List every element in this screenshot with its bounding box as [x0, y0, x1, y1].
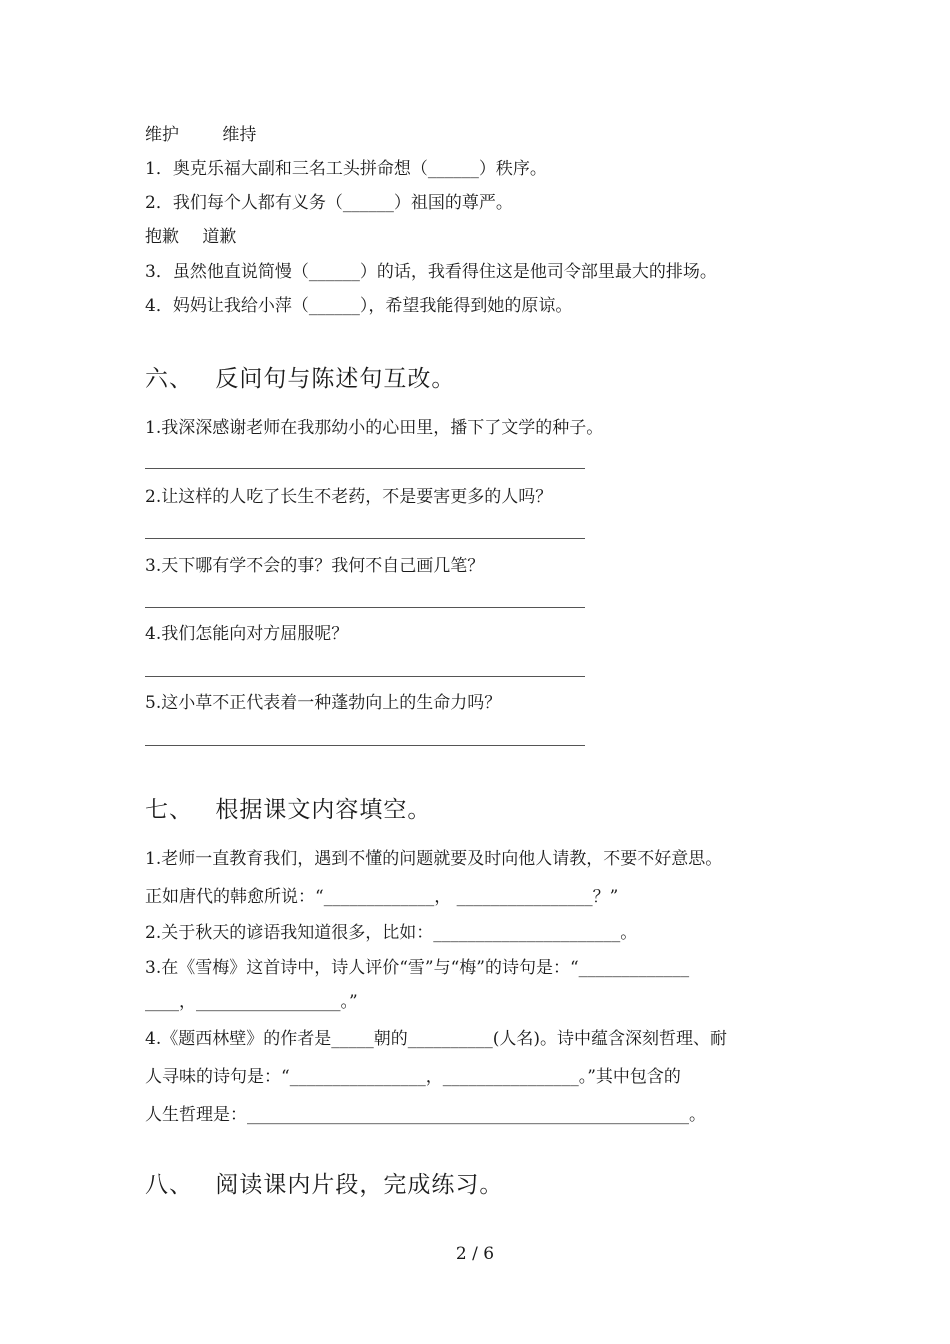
answer-line: [145, 745, 585, 746]
fill-line-4: 3.在《雪梅》这首诗中，诗人评价“雪”与“梅”的诗句是：“_____________: [145, 958, 690, 978]
section-number: 八、: [145, 1172, 193, 1198]
page-number: 2 / 6: [455, 1244, 495, 1264]
fill-line-6: 4.《题西林壁》的作者是_____朝的__________(人名)。诗中蕴含深刻哲理、耐: [145, 1029, 727, 1049]
fill-line-2: 正如唐代的韩愈所说：“_____________， ________________？”: [145, 887, 619, 907]
word-option: 维持: [222, 125, 257, 145]
word-option: 抱歉: [145, 227, 179, 247]
word-pair-2: [145, 226, 236, 248]
fill-line-5: ____，_________________。”: [145, 992, 358, 1012]
answer-line: [145, 676, 585, 677]
section-title: 根据课文内容填空。: [215, 797, 432, 823]
section-heading-6: [145, 364, 455, 394]
rewrite-item-1: 1.我深深感谢老师在我那幼小的心田里，播下了文学的种子。: [145, 418, 604, 438]
fill-line-1: 1.老师一直教育我们，遇到不懂的问题就要及时向他人请教，不要不好意思。: [145, 849, 723, 869]
section-title: 阅读课内片段，完成练习。: [215, 1172, 504, 1198]
rewrite-item-5: 5.这小草不正代表着一种蓬勃向上的生命力吗？: [145, 693, 502, 713]
rewrite-item-3: 3.天下哪有学不会的事？我何不自己画几笔？: [145, 556, 485, 576]
word-option: 维护: [145, 125, 179, 145]
question-1: 1．奥克乐福大副和三名工头拼命想（______）秩序。: [145, 159, 547, 179]
fill-line-8: 人生哲理是：____________________________________________________。: [145, 1105, 706, 1125]
question-3: 3．虽然他直说简慢（______）的话，我看得住这是他司令部里最大的排场。: [145, 262, 717, 282]
word-pair-1: [145, 124, 256, 146]
answer-line: [145, 538, 585, 539]
section-heading-7: [145, 795, 431, 825]
answer-line: [145, 607, 585, 608]
section-number: 七、: [145, 797, 193, 823]
rewrite-item-4: 4.我们怎能向对方屈服呢？: [145, 624, 349, 644]
rewrite-item-2: 2.让这样的人吃了长生不老药，不是要害更多的人吗？: [145, 487, 553, 507]
section-heading-8: [145, 1170, 503, 1200]
fill-line-7: 人寻味的诗句是：“________________，________________。”其中包含的: [145, 1067, 681, 1087]
section-title: 反问句与陈述句互改。: [215, 366, 456, 392]
fill-line-3: 2.关于秋天的谚语我知道很多，比如：______________________。: [145, 923, 638, 943]
word-option: 道歉: [202, 227, 237, 247]
question-2: 2．我们每个人都有义务（______）祖国的尊严。: [145, 193, 513, 213]
question-4: 4．妈妈让我给小萍（______），希望我能得到她的原谅。: [145, 296, 573, 316]
answer-line: [145, 468, 585, 469]
section-number: 六、: [145, 366, 193, 392]
